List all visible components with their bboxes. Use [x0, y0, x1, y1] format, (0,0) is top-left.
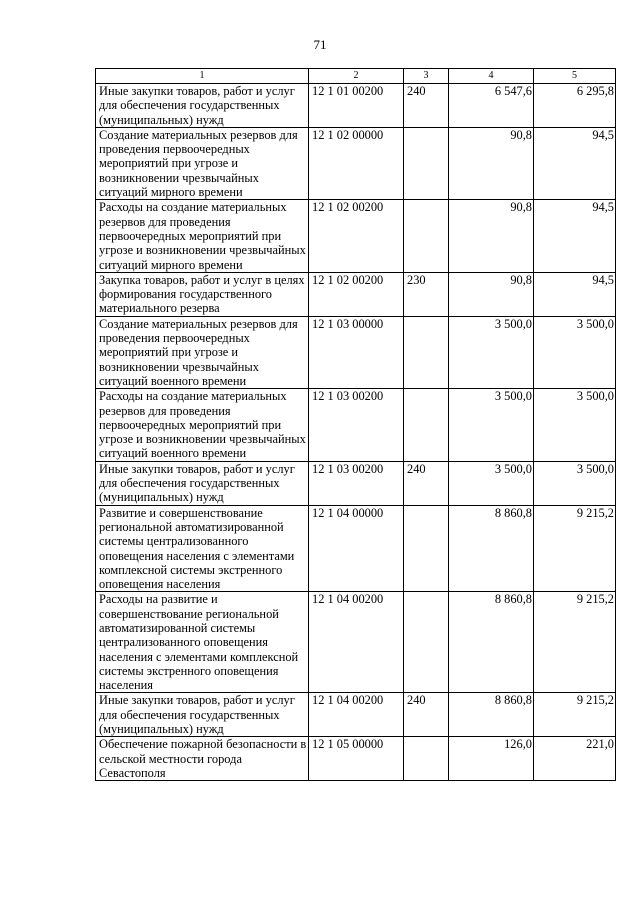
row-expense-type [404, 200, 449, 272]
row-expense-type: 230 [404, 272, 449, 316]
table-row [96, 272, 616, 316]
row-code: 12 1 04 00000 [309, 505, 404, 592]
row-value-year1: 90,8 [449, 200, 534, 272]
row-name: Создание материальных резервов для проведения первоочередных мероприятий при угрозе и возникновении чрезвычайных ситуаций военного времени [96, 316, 309, 388]
row-value-year1: 8 860,8 [449, 592, 534, 693]
page-number: 71 [313, 37, 327, 52]
column-header-3: 3 [404, 69, 449, 84]
row-value-year1: 8 860,8 [449, 505, 534, 592]
row-expense-type [404, 127, 449, 199]
row-code: 12 1 02 00200 [309, 200, 404, 272]
row-expense-type [404, 592, 449, 693]
budget-table [95, 68, 616, 781]
row-value-year1: 90,8 [449, 272, 534, 316]
row-expense-type [404, 737, 449, 781]
table-row [96, 592, 616, 693]
row-expense-type [404, 389, 449, 461]
table-row [96, 505, 616, 592]
table-row [96, 127, 616, 199]
row-value-year2: 94,5 [534, 272, 616, 316]
table-row [96, 200, 616, 272]
row-code: 12 1 03 00200 [309, 389, 404, 461]
row-name: Закупка товаров, работ и услуг в целях формирования государственного материального резерва [96, 272, 309, 316]
row-name: Иные закупки товаров, работ и услуг для обеспечения государственных (муниципальных) нужд [96, 693, 309, 737]
row-name: Расходы на создание материальных резервов для проведения первоочередных мероприятий при угрозе и возникновении чрезвычайных ситуаций мирного времени [96, 200, 309, 272]
row-name: Иные закупки товаров, работ и услуг для обеспечения государственных (муниципальных) нужд [96, 461, 309, 505]
row-value-year2: 221,0 [534, 737, 616, 781]
row-code: 12 1 02 00200 [309, 272, 404, 316]
row-name: Иные закупки товаров, работ и услуг для обеспечения государственных (муниципальных) нужд [96, 84, 309, 128]
column-header-1: 1 [96, 69, 309, 84]
table-row [96, 84, 616, 128]
row-expense-type: 240 [404, 693, 449, 737]
row-value-year1: 6 547,6 [449, 84, 534, 128]
row-value-year1: 3 500,0 [449, 461, 534, 505]
row-value-year2: 3 500,0 [534, 389, 616, 461]
row-value-year2: 9 215,2 [534, 592, 616, 693]
row-name: Обеспечение пожарной безопасности в сельской местности города Севастополя [96, 737, 309, 781]
column-header-4: 4 [449, 69, 534, 84]
row-value-year1: 8 860,8 [449, 693, 534, 737]
row-code: 12 1 05 00000 [309, 737, 404, 781]
row-expense-type: 240 [404, 461, 449, 505]
row-name: Расходы на создание материальных резервов для проведения первоочередных мероприятий при угрозе и возникновении чрезвычайных ситуаций военного времени [96, 389, 309, 461]
row-expense-type [404, 316, 449, 388]
row-value-year1: 126,0 [449, 737, 534, 781]
row-name: Создание материальных резервов для проведения первоочередных мероприятий при угрозе и возникновении чрезвычайных ситуаций мирного времени [96, 127, 309, 199]
row-code: 12 1 01 00200 [309, 84, 404, 128]
row-code: 12 1 03 00200 [309, 461, 404, 505]
table-row [96, 316, 616, 388]
row-code: 12 1 03 00000 [309, 316, 404, 388]
row-value-year2: 3 500,0 [534, 461, 616, 505]
row-expense-type [404, 505, 449, 592]
row-value-year2: 3 500,0 [534, 316, 616, 388]
table-row [96, 737, 616, 781]
row-expense-type: 240 [404, 84, 449, 128]
table-row [96, 693, 616, 737]
row-code: 12 1 02 00000 [309, 127, 404, 199]
row-value-year2: 94,5 [534, 127, 616, 199]
row-value-year2: 6 295,8 [534, 84, 616, 128]
row-name: Развитие и совершенствование региональной автоматизированной системы централизованного оповещения населения с элементами комплексной системы экстренного оповещения населения [96, 505, 309, 592]
table-row [96, 389, 616, 461]
column-header-2: 2 [309, 69, 404, 84]
header-row [96, 69, 616, 84]
row-value-year1: 3 500,0 [449, 316, 534, 388]
row-value-year2: 9 215,2 [534, 505, 616, 592]
row-name: Расходы на развитие и совершенствование региональной автоматизированной системы централизованного оповещения населения с элементами комплексной системы экстренного оповещения населения [96, 592, 309, 693]
table-row [96, 461, 616, 505]
row-value-year2: 9 215,2 [534, 693, 616, 737]
row-value-year1: 3 500,0 [449, 389, 534, 461]
row-value-year1: 90,8 [449, 127, 534, 199]
column-header-5: 5 [534, 69, 616, 84]
row-code: 12 1 04 00200 [309, 693, 404, 737]
row-code: 12 1 04 00200 [309, 592, 404, 693]
row-value-year2: 94,5 [534, 200, 616, 272]
